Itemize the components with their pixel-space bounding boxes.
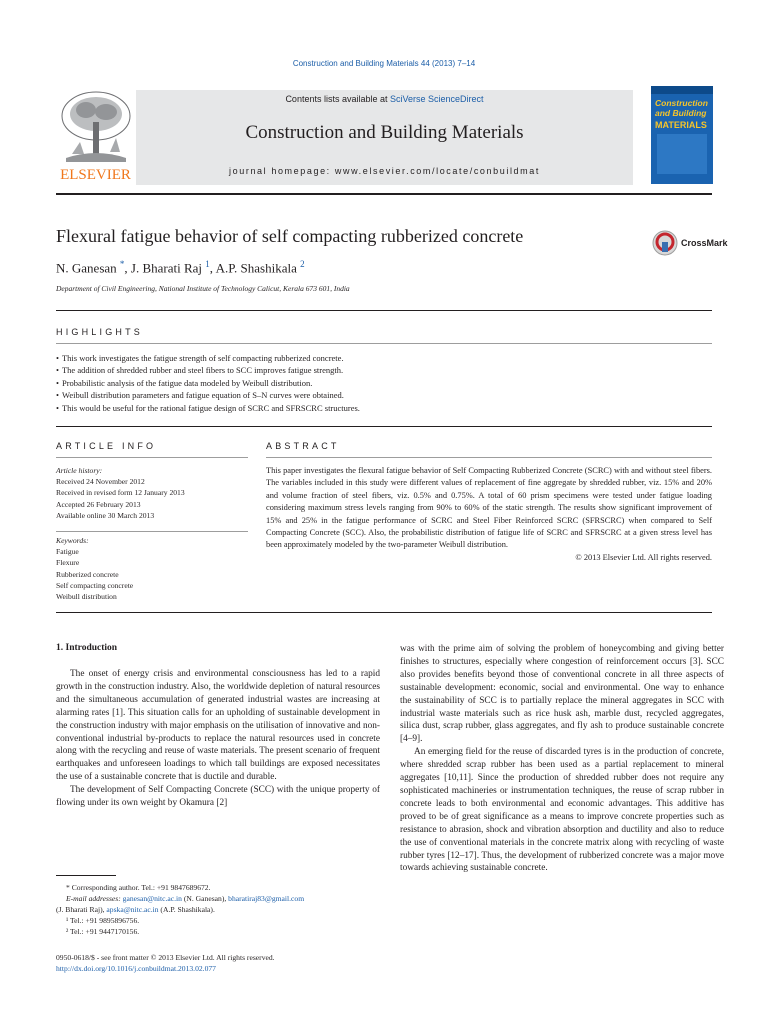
keywords-label: Keywords: xyxy=(56,536,89,545)
keyword: Weibull distribution xyxy=(56,592,117,602)
paragraph: The development of Self Compacting Concrete (SCC) with the unique property of flowing under its own weight by Okamura [2] xyxy=(56,785,380,809)
doi-link[interactable]: http://dx.doi.org/10.1016/j.conbuildmat.2013.02.077 xyxy=(56,964,216,973)
author-name: A.P. Shashikala xyxy=(215,260,297,276)
keyword: Fatigue xyxy=(56,547,79,557)
cover-title-materials: MATERIALS xyxy=(655,120,707,130)
abstract-text: This paper investigates the flexural fatigue behavior of Self Compacting Rubberized Concrete (SCRC) with and without steel fibers. The variables included in this study were different values of replacement of fine aggregate by shredded rubber, viz. 15% and 20% and volume fraction of steel fibers, viz. 0.5% and 0.75%. A total of 60 prism specimens were tested under fatigue loading considering maximum stress levels ranging from 90% to 60% of the static strength. The results show significant improvement of 15% and 25% in the fatigue performance of SCRC and Steel Fiber Reinforced SCRC (SFRSCRC) when compared to Self Compacting Concrete (SCC). Also, the probabilistic distribution of fatigue life of SCRC and SFRSCRC at a given stress level has been approximately modeled by the two-parameter Weibull distribution. xyxy=(266,466,712,550)
article-history xyxy=(56,465,256,521)
author-name: N. Ganesan xyxy=(56,260,117,276)
masthead-rule xyxy=(56,193,712,195)
history-item: Received in revised form 12 January 2013 xyxy=(56,488,185,498)
journal-homepage[interactable]: journal homepage: www.elsevier.com/locate/conbuildmat xyxy=(229,166,540,176)
email-link[interactable]: bharatiraj83@gmail.com xyxy=(228,894,305,903)
email-owner: (J. Bharati Raj), xyxy=(56,905,107,914)
list-item: • Probabilistic analysis of the fatigue data modeled by Weibull distribution. xyxy=(56,377,712,389)
list-item: • The addition of shredded rubber and steel fibers to SCC improves fatigue strength. xyxy=(56,364,712,376)
author-mark[interactable]: * xyxy=(119,259,125,269)
abstract-body xyxy=(266,465,712,564)
footnote-tel1: ¹ Tel.: +91 9895896756. xyxy=(66,916,140,925)
email-label: E-mail addresses: xyxy=(66,894,121,903)
email-link[interactable]: ganesan@nitc.ac.in xyxy=(122,894,182,903)
highlights-heading: HIGHLIGHTS xyxy=(56,327,144,337)
author-mark[interactable]: 1 xyxy=(205,259,210,269)
copyright: © 2013 Elsevier Ltd. All rights reserved. xyxy=(575,552,712,562)
cover-panel xyxy=(657,134,707,174)
list-item: • This work investigates the fatigue strength of self compacting rubberized concrete. xyxy=(56,352,712,364)
section-rule xyxy=(56,612,712,613)
article-info-rule xyxy=(56,457,248,458)
footnote-emails-cont xyxy=(56,904,386,915)
journal-name: Construction and Building Materials xyxy=(245,122,524,143)
footnote-tel2: ² Tel.: +91 9447170156. xyxy=(66,927,140,936)
abstract-heading: ABSTRACT xyxy=(266,441,340,451)
affiliation: Department of Civil Engineering, National Institute of Technology Calicut, Kerala 673 601, India xyxy=(56,284,350,293)
history-item: Available online 30 March 2013 xyxy=(56,510,155,520)
footnote-corresponding: * Corresponding author. Tel.: +91 9847689672. xyxy=(66,883,211,892)
article-info-heading: ARTICLE INFO xyxy=(56,441,157,451)
cover-band xyxy=(651,86,713,94)
history-item: Accepted 26 February 2013 xyxy=(56,499,141,509)
list-item: • Weibull distribution parameters and fatigue equation of S–N curves were obtained. xyxy=(56,389,712,401)
paragraph: was with the prime aim of solving the problem of honeycombing and giving better finishes to structures, especially where congestion of reinforcement occurs [3]. SCC also provides benefits beyond those of conventional concrete in all three aspects of sustainable development: economic, social and environmental. One way to enhance the sustainability of SCC is to partially replace the mineral aggregates in SCC with industrial waste materials such as rice husk ash, marble dust, recycled aggregates, silica dust, scrap rubber, glass aggregates, and fly ash to produce sustainable concrete [4–9]. xyxy=(400,644,724,745)
sciencedirect-link[interactable]: SciVerse ScienceDirect xyxy=(390,94,484,104)
list-item: • This would be useful for the rational fatigue design of SCRC and SFRSCRC structures. xyxy=(56,402,712,414)
footnotes xyxy=(56,882,386,937)
running-header[interactable]: Construction and Building Materials 44 (2013) 7–14 xyxy=(292,59,476,68)
email-link[interactable]: apska@nitc.ac.in xyxy=(106,905,159,914)
author-mark[interactable]: 2 xyxy=(300,259,305,269)
footnote-emails xyxy=(56,893,386,904)
publisher-wordmark: ELSEVIER xyxy=(60,167,131,183)
body-column-left xyxy=(56,668,380,810)
history-label: Article history: xyxy=(56,466,103,475)
highlights-rule xyxy=(56,343,712,344)
contents-prefix: Contents lists available at xyxy=(285,94,390,104)
article-title: Flexural fatigue behavior of self compacting rubberized concrete xyxy=(56,226,524,246)
author-name: J. Bharati Raj xyxy=(130,260,203,276)
keywords xyxy=(56,535,256,602)
keyword: Rubberized concrete xyxy=(56,569,119,579)
section-rule xyxy=(56,310,712,311)
crossmark-label[interactable]: CrossMark xyxy=(681,238,728,248)
contents-line xyxy=(136,94,633,104)
cover-title: Construction and Building xyxy=(655,98,708,118)
body-column-right xyxy=(400,643,724,875)
journal-masthead xyxy=(136,90,633,185)
email-owner: (A.P. Shashikala). xyxy=(158,905,215,914)
highlights-list xyxy=(56,352,712,414)
crossmark-icon[interactable] xyxy=(652,230,678,256)
page-footer xyxy=(56,952,275,974)
introduction-heading: 1. Introduction xyxy=(56,643,118,653)
journal-cover xyxy=(651,86,713,184)
keyword: Flexure xyxy=(56,558,80,568)
elsevier-tree-logo xyxy=(56,86,135,186)
issn-line: 0950-0618/$ - see front matter © 2013 Elsevier Ltd. All rights reserved. xyxy=(56,953,275,962)
paragraph: The onset of energy crisis and environmental consciousness has led to a rapid growth in the construction industry. Also, the worldwide depletion of natural resources and the simultaneous accumulation of generated industrial wastes are increasing at alarming rates [1]. This situation calls for an upholding of sustainable development in the construction industry with major emphasis on the utilisation of innovative and non-conventional industrial by-products to replace the natural resources used in concrete along with the recycling and reuse of waste materials. The present scenario of frequent earthquakes and unforeseen loadings to which tall buildings are exposed necessitates the use of a sustainable concrete that is ductile and durable. xyxy=(56,669,380,783)
footnote-rule xyxy=(56,875,116,876)
email-owner: (N. Ganesan), xyxy=(181,894,229,903)
author-list: N. Ganesan *, J. Bharati Raj $^1$, A.P. Shashikala $^2$ xyxy=(56,259,305,276)
abstract-rule xyxy=(266,457,712,458)
keywords-rule xyxy=(56,531,248,532)
section-rule xyxy=(56,426,712,427)
paragraph: An emerging field for the reuse of discarded tyres is in the production of concrete, where shredded scrap rubber has been used as a partial replacement to mineral aggregates [10,11]. Since the production of shredded rubber does not require any sophisticated machineries or instrumentation techniques, the reuse of scrap rubber in concrete leads to both environmental and economic advantages. This additive has proved to be of great significance as a means to improve concrete properties such as resistance to abrasion, shock and vibration absorption and ductility and also to reduce the use of conventional materials in the concrete matrix along with recycling of waste rubber tyres [12–17]. Thus, the development of rubberized concrete was a major move towards achieving sustainable concrete. xyxy=(400,747,724,874)
history-item: Received 24 November 2012 xyxy=(56,477,145,487)
keyword: Self compacting concrete xyxy=(56,580,134,590)
